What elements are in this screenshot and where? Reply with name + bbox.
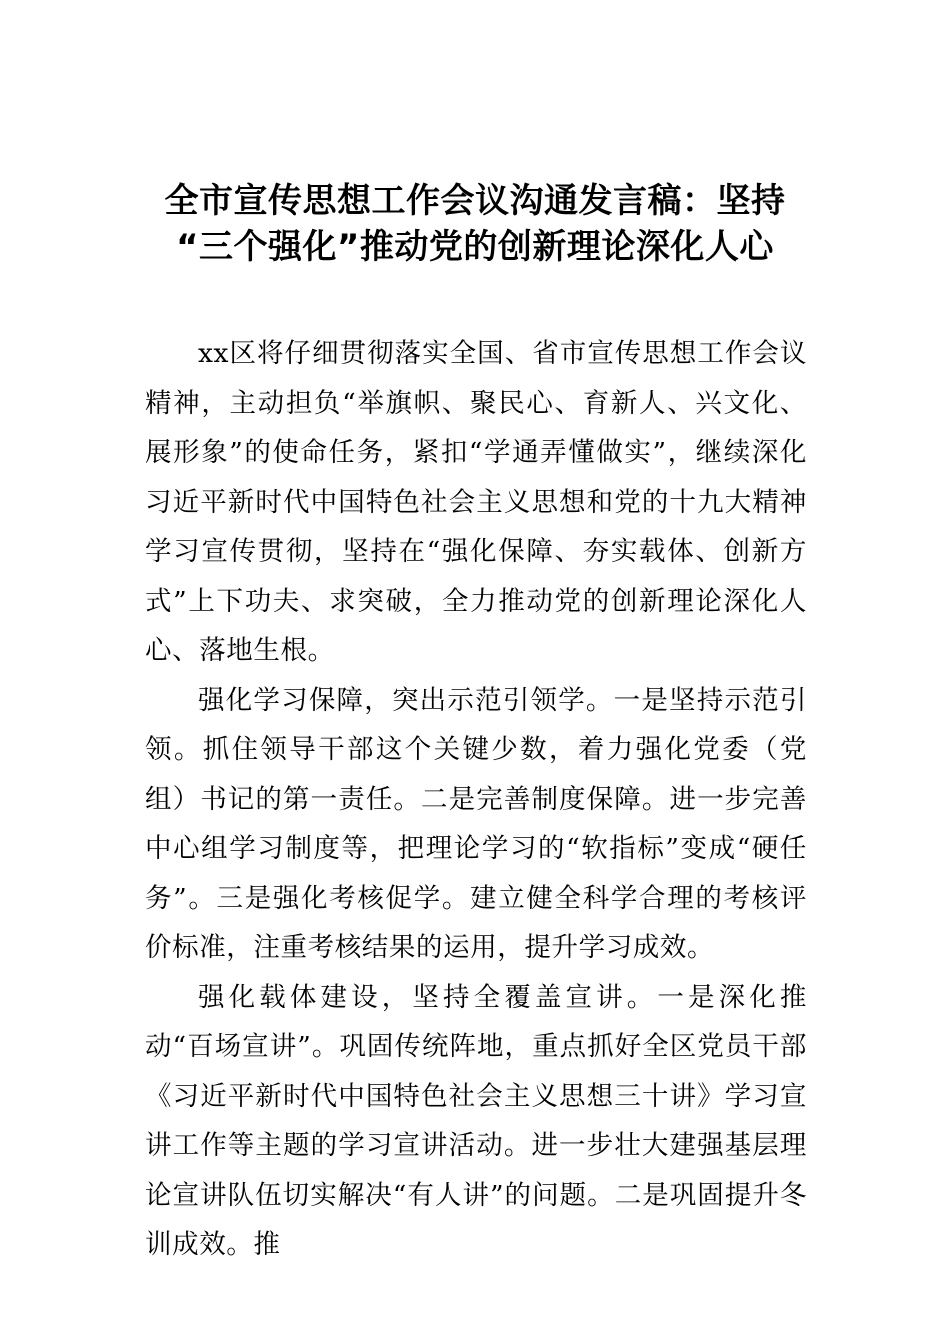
document-body <box>145 329 807 1270</box>
document-title <box>120 178 830 270</box>
title-line-1: 全市宣传思想工作会议沟通发言稿：坚持 <box>164 181 786 221</box>
title-line-2: “三个强化”推动党的创新理论深化人心 <box>176 227 774 267</box>
paragraph-carrier-construction: 强化载体建设，坚持全覆盖宣讲。一是深化推动“百场宣讲”。巩固传统阵地，重点抓好全区党员干部《习近平新时代中国特色社会主义思想三十讲》学习宣讲工作等主题的学习宣讲活动。进一步壮大建强基层理论宣讲队伍切实解决“有人讲”的问题。二是巩固提升冬训成效。推 <box>145 981 807 1260</box>
paragraph-intro: xx区将仔细贯彻落实全国、省市宣传思想工作会议精神，主动担负“举旗帜、聚民心、育新人、兴文化、展形象”的使命任务，紧扣“学通弄懂做实”，继续深化习近平新时代中国特色社会主义思想和党的十九大精神学习宣传贯彻，坚持在“强化保障、夯实载体、创新方式”上下功夫、求突破，全力推动党的创新理论深化人心、落地生根。 <box>145 338 807 666</box>
paragraph-study-guarantee: 强化学习保障，突出示范引领学。一是坚持示范引领。抓住领导干部这个关键少数，着力强化党委（党组）书记的第一责任。二是完善制度保障。进一步完善中心组学习制度等，把理论学习的“软指标”变成“硬任务”。三是强化考核促学。建立健全科学合理的考核评价标准，注重考核结果的运用，提升学习成效。 <box>145 684 807 963</box>
